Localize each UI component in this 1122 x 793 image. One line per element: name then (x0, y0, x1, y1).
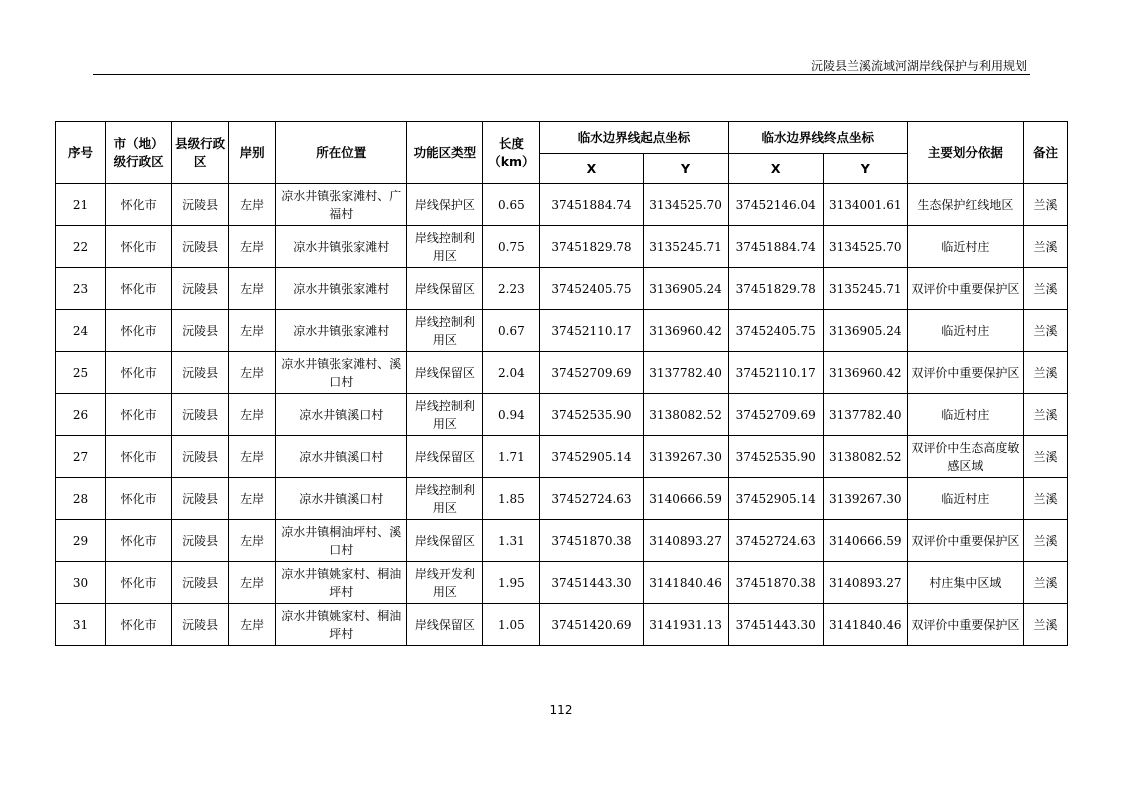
cell-county: 沅陵县 (172, 226, 229, 268)
cell-basis: 双评价中重要保护区 (907, 604, 1023, 646)
header-bank: 岸别 (229, 122, 276, 184)
cell-start-x: 37451443.30 (540, 562, 643, 604)
cell-seq: 25 (56, 352, 106, 394)
cell-end-y: 3134525.70 (823, 226, 907, 268)
cell-end-x: 37451829.78 (728, 268, 823, 310)
header-basis: 主要划分依据 (907, 122, 1023, 184)
cell-end-y: 3137782.40 (823, 394, 907, 436)
cell-location: 凉水井镇张家滩村 (276, 226, 407, 268)
cell-bank: 左岸 (229, 436, 276, 478)
cell-end-y: 3135245.71 (823, 268, 907, 310)
cell-zone-type: 岸线保留区 (407, 352, 483, 394)
cell-seq: 27 (56, 436, 106, 478)
cell-county: 沅陵县 (172, 352, 229, 394)
cell-location: 凉水井镇张家滩村、溪口村 (276, 352, 407, 394)
header-end-x: X (728, 154, 823, 184)
shoreline-zone-table (55, 121, 1068, 646)
header-start-x: X (540, 154, 643, 184)
cell-bank: 左岸 (229, 310, 276, 352)
cell-seq: 29 (56, 520, 106, 562)
cell-length: 0.94 (483, 394, 540, 436)
cell-end-x: 37452405.75 (728, 310, 823, 352)
cell-seq: 26 (56, 394, 106, 436)
cell-zone-type: 岸线保留区 (407, 520, 483, 562)
cell-city: 怀化市 (106, 520, 172, 562)
table-row (56, 436, 1068, 478)
cell-city: 怀化市 (106, 226, 172, 268)
cell-zone-type: 岸线控制利用区 (407, 310, 483, 352)
table-row (56, 562, 1068, 604)
cell-end-y: 3138082.52 (823, 436, 907, 478)
cell-location: 凉水井镇姚家村、桐油坪村 (276, 562, 407, 604)
cell-bank: 左岸 (229, 562, 276, 604)
cell-basis: 生态保护红线地区 (907, 184, 1023, 226)
cell-end-x: 37451443.30 (728, 604, 823, 646)
cell-county: 沅陵县 (172, 436, 229, 478)
cell-county: 沅陵县 (172, 184, 229, 226)
cell-county: 沅陵县 (172, 562, 229, 604)
cell-start-x: 37452110.17 (540, 310, 643, 352)
cell-start-y: 3138082.52 (643, 394, 728, 436)
cell-end-y: 3139267.30 (823, 478, 907, 520)
cell-end-y: 3140666.59 (823, 520, 907, 562)
cell-end-x: 37452535.90 (728, 436, 823, 478)
cell-note: 兰溪 (1023, 520, 1067, 562)
document-header-title: 沅陵县兰溪流域河湖岸线保护与利用规划 (810, 59, 1027, 73)
cell-location: 凉水井镇姚家村、桐油坪村 (276, 604, 407, 646)
cell-start-x: 37452535.90 (540, 394, 643, 436)
cell-seq: 28 (56, 478, 106, 520)
cell-note: 兰溪 (1023, 310, 1067, 352)
cell-city: 怀化市 (106, 436, 172, 478)
cell-seq: 31 (56, 604, 106, 646)
cell-start-y: 3136960.42 (643, 310, 728, 352)
cell-end-y: 3134001.61 (823, 184, 907, 226)
cell-bank: 左岸 (229, 478, 276, 520)
cell-start-x: 37452405.75 (540, 268, 643, 310)
cell-start-y: 3136905.24 (643, 268, 728, 310)
cell-bank: 左岸 (229, 226, 276, 268)
header-length: 长度（km） (483, 122, 540, 184)
cell-basis: 临近村庄 (907, 394, 1023, 436)
cell-length: 1.95 (483, 562, 540, 604)
cell-start-y: 3139267.30 (643, 436, 728, 478)
cell-location: 凉水井镇张家滩村、广福村 (276, 184, 407, 226)
cell-start-y: 3140666.59 (643, 478, 728, 520)
cell-zone-type: 岸线保留区 (407, 436, 483, 478)
cell-city: 怀化市 (106, 352, 172, 394)
cell-basis: 临近村庄 (907, 226, 1023, 268)
cell-end-x: 37452724.63 (728, 520, 823, 562)
cell-end-x: 37451870.38 (728, 562, 823, 604)
cell-length: 2.04 (483, 352, 540, 394)
header-start-y: Y (643, 154, 728, 184)
cell-zone-type: 岸线控制利用区 (407, 478, 483, 520)
header-end-y: Y (823, 154, 907, 184)
cell-start-x: 37451870.38 (540, 520, 643, 562)
header-seq: 序号 (56, 122, 106, 184)
table-row (56, 394, 1068, 436)
header-divider (93, 74, 1030, 75)
cell-note: 兰溪 (1023, 226, 1067, 268)
cell-bank: 左岸 (229, 394, 276, 436)
cell-basis: 双评价中重要保护区 (907, 520, 1023, 562)
header-zone-type: 功能区类型 (407, 122, 483, 184)
cell-note: 兰溪 (1023, 184, 1067, 226)
cell-location: 凉水井镇溪口村 (276, 478, 407, 520)
cell-city: 怀化市 (106, 604, 172, 646)
cell-zone-type: 岸线控制利用区 (407, 394, 483, 436)
cell-length: 1.05 (483, 604, 540, 646)
cell-bank: 左岸 (229, 352, 276, 394)
header-city: 市（地）级行政区 (106, 122, 172, 184)
cell-basis: 双评价中生态高度敏感区域 (907, 436, 1023, 478)
table-row (56, 478, 1068, 520)
cell-note: 兰溪 (1023, 562, 1067, 604)
cell-county: 沅陵县 (172, 520, 229, 562)
cell-end-y: 3136905.24 (823, 310, 907, 352)
cell-end-x: 37452146.04 (728, 184, 823, 226)
cell-county: 沅陵县 (172, 268, 229, 310)
cell-county: 沅陵县 (172, 478, 229, 520)
cell-start-x: 37452905.14 (540, 436, 643, 478)
cell-note: 兰溪 (1023, 478, 1067, 520)
cell-length: 1.85 (483, 478, 540, 520)
cell-city: 怀化市 (106, 268, 172, 310)
cell-location: 凉水井镇溪口村 (276, 394, 407, 436)
cell-start-y: 3140893.27 (643, 520, 728, 562)
cell-city: 怀化市 (106, 310, 172, 352)
cell-county: 沅陵县 (172, 310, 229, 352)
page-number: 112 (549, 703, 573, 717)
cell-location: 凉水井镇张家滩村 (276, 310, 407, 352)
cell-location: 凉水井镇张家滩村 (276, 268, 407, 310)
cell-note: 兰溪 (1023, 604, 1067, 646)
table-row (56, 184, 1068, 226)
cell-seq: 30 (56, 562, 106, 604)
cell-basis: 双评价中重要保护区 (907, 352, 1023, 394)
header-county: 县级行政区 (172, 122, 229, 184)
cell-length: 0.67 (483, 310, 540, 352)
cell-note: 兰溪 (1023, 436, 1067, 478)
cell-start-y: 3141840.46 (643, 562, 728, 604)
cell-end-y: 3136960.42 (823, 352, 907, 394)
cell-end-x: 37452905.14 (728, 478, 823, 520)
cell-zone-type: 岸线控制利用区 (407, 226, 483, 268)
cell-start-y: 3141931.13 (643, 604, 728, 646)
cell-end-x: 37451884.74 (728, 226, 823, 268)
table-row (56, 310, 1068, 352)
cell-basis: 临近村庄 (907, 310, 1023, 352)
cell-start-x: 37452709.69 (540, 352, 643, 394)
table-row (56, 268, 1068, 310)
cell-end-y: 3141840.46 (823, 604, 907, 646)
cell-length: 0.75 (483, 226, 540, 268)
cell-basis: 村庄集中区域 (907, 562, 1023, 604)
cell-length: 1.31 (483, 520, 540, 562)
header-start-coord: 临水边界线起点坐标 (540, 122, 728, 154)
cell-length: 1.71 (483, 436, 540, 478)
cell-start-x: 37451420.69 (540, 604, 643, 646)
cell-county: 沅陵县 (172, 604, 229, 646)
table-body (56, 184, 1068, 646)
cell-length: 2.23 (483, 268, 540, 310)
cell-seq: 22 (56, 226, 106, 268)
cell-seq: 23 (56, 268, 106, 310)
cell-start-y: 3137782.40 (643, 352, 728, 394)
table-row (56, 604, 1068, 646)
cell-bank: 左岸 (229, 520, 276, 562)
cell-start-x: 37452724.63 (540, 478, 643, 520)
table-row (56, 226, 1068, 268)
cell-city: 怀化市 (106, 562, 172, 604)
cell-note: 兰溪 (1023, 268, 1067, 310)
cell-start-y: 3135245.71 (643, 226, 728, 268)
cell-seq: 24 (56, 310, 106, 352)
table-row (56, 520, 1068, 562)
header-end-coord: 临水边界线终点坐标 (728, 122, 907, 154)
cell-end-y: 3140893.27 (823, 562, 907, 604)
cell-city: 怀化市 (106, 394, 172, 436)
header-note: 备注 (1023, 122, 1067, 184)
cell-basis: 临近村庄 (907, 478, 1023, 520)
table-row (56, 352, 1068, 394)
cell-note: 兰溪 (1023, 394, 1067, 436)
cell-start-x: 37451829.78 (540, 226, 643, 268)
cell-end-x: 37452110.17 (728, 352, 823, 394)
cell-zone-type: 岸线保护区 (407, 184, 483, 226)
cell-zone-type: 岸线保留区 (407, 604, 483, 646)
cell-county: 沅陵县 (172, 394, 229, 436)
cell-start-y: 3134525.70 (643, 184, 728, 226)
cell-location: 凉水井镇桐油坪村、溪口村 (276, 520, 407, 562)
cell-bank: 左岸 (229, 604, 276, 646)
cell-length: 0.65 (483, 184, 540, 226)
cell-zone-type: 岸线开发利用区 (407, 562, 483, 604)
cell-start-x: 37451884.74 (540, 184, 643, 226)
cell-location: 凉水井镇溪口村 (276, 436, 407, 478)
cell-city: 怀化市 (106, 478, 172, 520)
cell-note: 兰溪 (1023, 352, 1067, 394)
cell-bank: 左岸 (229, 184, 276, 226)
cell-end-x: 37452709.69 (728, 394, 823, 436)
cell-seq: 21 (56, 184, 106, 226)
cell-bank: 左岸 (229, 268, 276, 310)
header-location: 所在位置 (276, 122, 407, 184)
cell-basis: 双评价中重要保护区 (907, 268, 1023, 310)
cell-zone-type: 岸线保留区 (407, 268, 483, 310)
cell-city: 怀化市 (106, 184, 172, 226)
